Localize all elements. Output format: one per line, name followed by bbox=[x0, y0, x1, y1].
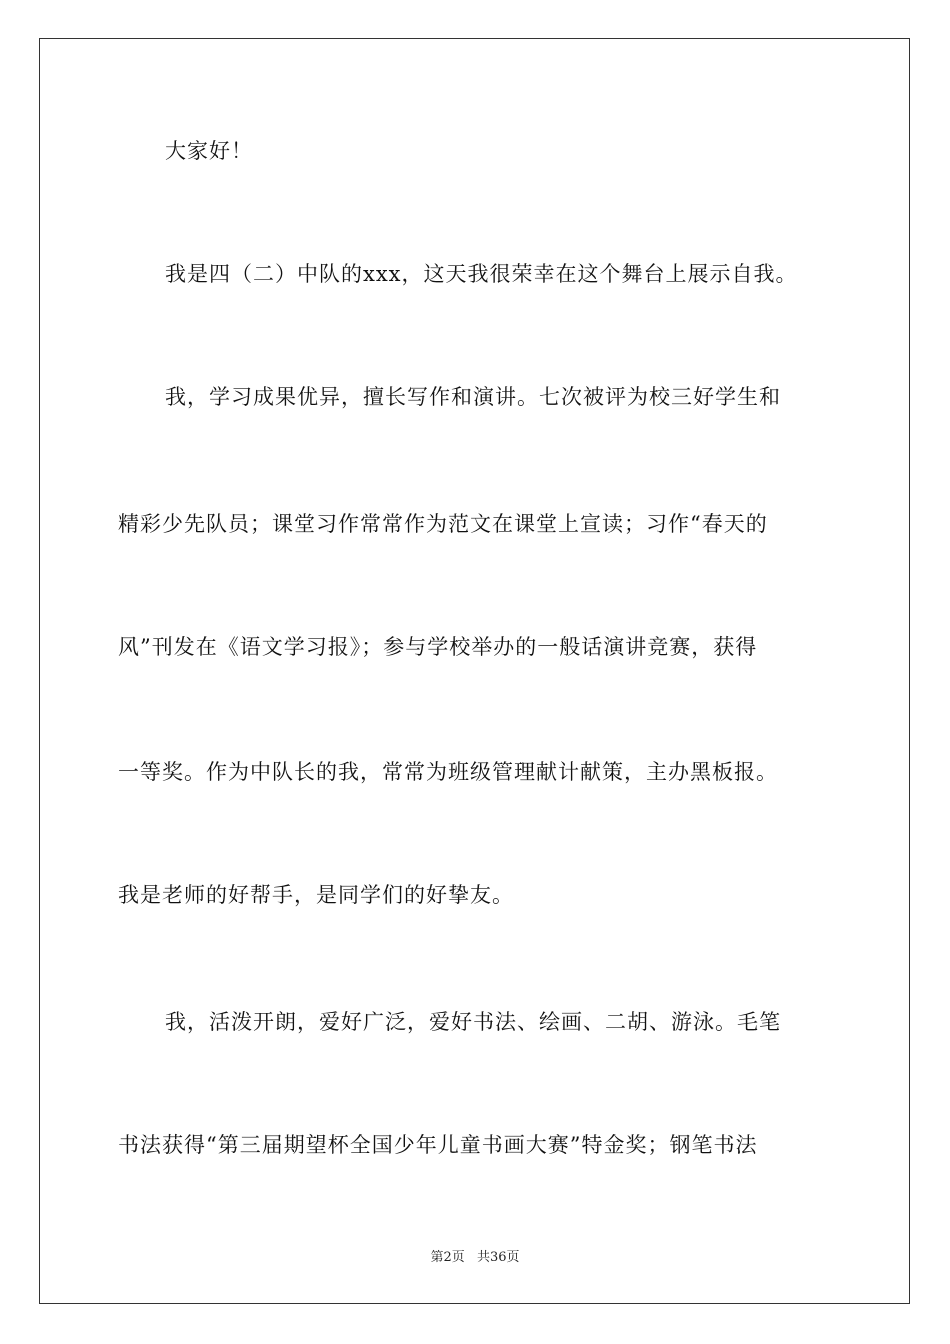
paragraph-line: 一等奖。作为中队长的我，常常为班级管理献计献策，主办黑板报。 bbox=[118, 760, 778, 784]
page-border bbox=[39, 38, 910, 1304]
paragraph-line: 精彩少先队员；课堂习作常常作为范文在课堂上宣读；习作“春天的 bbox=[118, 512, 768, 536]
paragraph-line: 我是老师的好帮手，是同学们的好挚友。 bbox=[118, 883, 514, 907]
page-footer bbox=[0, 1246, 950, 1265]
paragraph-line: 我，活泼开朗，爱好广泛，爱好书法、绘画、二胡、游泳。毛笔 bbox=[165, 1010, 781, 1034]
paragraph-line: 我是四（二）中队的xxx，这天我很荣幸在这个舞台上展示自我。 bbox=[165, 262, 798, 286]
paragraph-line: 我，学习成果优异，擅长写作和演讲。七次被评为校三好学生和 bbox=[165, 385, 781, 409]
paragraph-line: 风”刊发在《语文学习报》；参与学校举办的一般话演讲竞赛，获得 bbox=[118, 635, 758, 659]
page-total: 共36页 bbox=[476, 1250, 520, 1265]
greeting-line: 大家好！ bbox=[165, 139, 253, 163]
paragraph-line: 书法获得“第三届期望杯全国少年儿童书画大赛”特金奖；钢笔书法 bbox=[118, 1133, 758, 1157]
page-number: 第2页 bbox=[430, 1250, 465, 1265]
